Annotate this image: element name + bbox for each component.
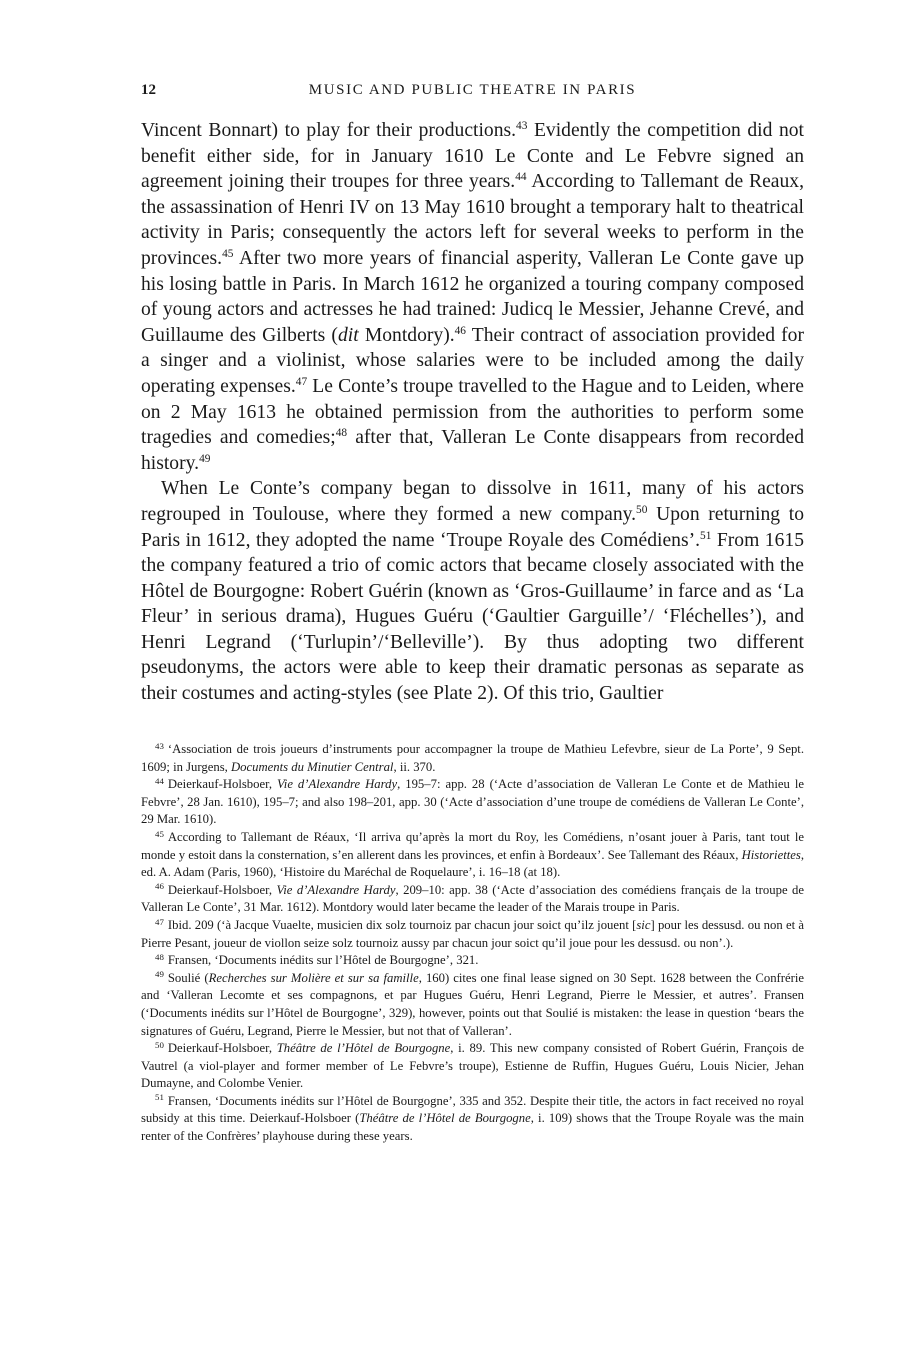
text-run: , i. 89. This new company consisted of Robert Guérin, François de Vautrel (a viol-player and former member of Le Febvre’s troupe), Estienne de Ruffin, Hugues Guéru, Louis Nicier, Jehan Dumayne, and Colombe Venier. — [141, 1041, 805, 1091]
page-number: 12 — [141, 82, 156, 98]
footnote — [141, 1093, 804, 1146]
text-run: Ibid. 209 (‘à Jacque Vuaelte, musicien dix solz tournoiz par chacun jour soict qu’ilz jouent [ — [167, 917, 637, 932]
text-run: Soulié ( — [167, 970, 209, 985]
text-run: , 160) cites one final lease signed on 30 Sept. 1628 between the Confrérie and ‘Valleran Lecomte et ses compagnons, et par Hugues Guéru, Henri Legrand, Pierre le Messier, et autres’. Fransen (‘Documents inédits sur l’Hôtel de Bourgogne’, 329), however, points out that Soulié is mistaken: the lease in question ‘bears the signatures of Guéru, Legrand, Pierre le Messier, but not that of Valleran’. — [141, 970, 804, 1038]
text-run: , 209–10: app. 38 (‘Acte d’association des comédiens français de la troupe de Valleran Le Conte’, 31 Mar. 1612). Montdory would later became the leader of the Marais troupe in Paris. — [141, 882, 804, 915]
text-run: Evidently the competition did not benefit either side, for in January 1610 Le Conte and Le Febvre signed an agreement joining their troupes for three years. — [141, 120, 804, 193]
text-run: Deierkauf-Holsboer, — [167, 882, 277, 897]
footnote — [141, 970, 804, 1040]
running-title: MUSIC AND PUBLIC THEATRE IN PARIS — [308, 82, 637, 98]
text-run: Le Conte’s troupe travelled to the Hague and to Leiden, where on 2 May 1613 he obtained permission from the authorities to perform some tragedies and comedies; — [141, 375, 804, 449]
footnote-number: 49 — [155, 969, 164, 980]
footnote — [141, 952, 804, 970]
text-run: From 1615 the company featured a trio of comic actors that became closely associated with the Hôtel de Bourgogne: Robert Guérin (known as ‘Gros-Guillaume’ in farce and as ‘La Fleur’ in serious drama), Hugues Guéru (‘Gaultier Garguille’/ ‘Fléchelles’), and Henri Legrand (‘Turlupin’/‘Belleville’). By thus adopting two different pseudonyms, the actors were able to keep their dramatic personas as separate as their costumes and acting-styles (see Plate 2). Of this trio, Gaultier — [141, 529, 804, 705]
text-run: Deierkauf-Holsboer, — [167, 1041, 277, 1056]
text-run: Deierkauf-Holsboer, — [167, 777, 277, 792]
footnote-number: 50 — [155, 1039, 164, 1050]
paragraph — [141, 476, 804, 706]
book-page — [141, 78, 805, 1144]
footnote-ref[interactable]: 51 — [700, 529, 712, 542]
text-run: ‘Association de trois joueurs d’instruments pour accompagner la troupe de Mathieu Lefevbre, sieur de La Porte’, 9 Sept. 1609; in Jurgens, — [141, 742, 804, 774]
text-run: Upon returning to Paris in 1612, they adopted the name ‘Troupe Royale des Comédiens’. — [141, 503, 804, 551]
footnote-number: 47 — [155, 916, 164, 927]
text-run: Montdory). — [358, 324, 455, 346]
footnotes — [141, 741, 804, 1146]
footnote-ref[interactable]: 46 — [454, 324, 466, 337]
text-run: , 195–7: app. 28 (‘Acte d’association de Valleran Le Conte et de Mathieu le Febvre’, 28 Jan. 1610), 195–7; and also 198–201, app. 30 (‘Acte d’association d’une troupe de comédiens de Valleran Le Conte’, 29 Mar. 1610). — [141, 777, 804, 827]
italic-text: Recherches sur Molière et sur sa famille — [208, 970, 419, 985]
footnote — [141, 829, 804, 882]
italic-text: Historiettes — [741, 847, 801, 862]
text-run: According to Tallemant de Réaux, ‘Il arriva qu’après la mort du Roy, les Comédiens, n’osant jouer à Paris, tant tout le monde y estoit dans la consternation, s’en allerent dans les provinces, et enfin à Bordeaux’. See Tallemant des Réaux, — [141, 829, 804, 862]
footnote-ref[interactable]: 50 — [636, 503, 648, 516]
italic-text: Vie d’Alexandre Hardy — [276, 882, 396, 897]
text-run: ] pour les dessusd. ou non et à Pierre Pesant, joueur de viollon seize solz tournoiz aussy par chacun jour soict qu’il joue pour les dessusd. ou non’.). — [141, 917, 804, 950]
footnote-number: 51 — [155, 1092, 164, 1103]
italic-text: Vie d’Alexandre Hardy — [276, 777, 398, 792]
footnote-ref[interactable]: 45 — [222, 247, 234, 260]
italic-text: Théâtre de l’Hôtel de Bourgogne — [359, 1111, 531, 1126]
footnote-ref[interactable]: 47 — [295, 375, 308, 388]
text-run: Fransen, ‘Documents inédits sur l’Hôtel de Bourgogne’, 335 and 352. Despite their title, the actors in fact received no royal subsidy at this time. Deierkauf-Holsboer ( — [141, 1093, 804, 1126]
footnote-number: 45 — [155, 828, 164, 839]
text-run: after that, Valleran Le Conte disappears from recorded history. — [141, 427, 805, 474]
footnote-number: 44 — [155, 775, 164, 786]
footnote — [141, 741, 804, 776]
text-run: , ii. 370. — [393, 759, 436, 774]
footnote-number: 43 — [155, 740, 164, 751]
footnote-number: 48 — [155, 951, 164, 962]
footnote-ref[interactable]: 44 — [515, 171, 527, 184]
footnote — [141, 1040, 804, 1093]
italic-text: dit — [337, 324, 359, 346]
text-run: Vincent Bonnart) to play for their productions. — [141, 120, 517, 141]
text-run: After two more years of financial asperity, Valleran Le Conte gave up his losing battle in Paris. In March 1612 he organized a touring company composed of young actors and actresses he had trained: Judicq le Messier, Jehanne Crevé, and Guillaume des Gilberts ( — [141, 247, 804, 346]
text-run: , i. 109) shows that the Troupe Royale was the main renter of the Confrères’ playhouse during these years. — [141, 1111, 805, 1144]
running-head — [141, 78, 804, 104]
footnote — [141, 776, 804, 829]
italic-text: sic — [636, 917, 651, 932]
italic-text: Théâtre de l’Hôtel de Bourgogne — [276, 1041, 451, 1056]
paragraph — [141, 118, 804, 476]
footnote — [141, 882, 804, 917]
text-run: According to Tallemant de Reaux, the assassination of Henri IV on 13 May 1610 brought a temporary halt to theatrical activity in Paris; consequently the actors left for several weeks to perform in the provinces. — [141, 171, 804, 269]
text-run: Fransen, ‘Documents inédits sur l’Hôtel de Bourgogne’, 321. — [167, 953, 479, 968]
footnote-number: 46 — [155, 881, 164, 892]
body-text — [141, 118, 804, 707]
footnote — [141, 917, 804, 952]
footnote-ref[interactable]: 43 — [516, 119, 528, 132]
footnote-ref[interactable]: 48 — [335, 427, 348, 440]
text-run: Their contract of association provided for a singer and a violinist, whose salaries were to be included among the daily operating expenses. — [141, 324, 804, 397]
footnote-ref[interactable]: 49 — [199, 452, 211, 465]
italic-text: Documents du Minutier Central — [231, 759, 394, 774]
text-run: , ed. A. Adam (Paris, 1960), ‘Histoire du Maréchal de Roquelaure’, i. 16–18 (at 18). — [141, 847, 804, 880]
text-run: When Le Conte’s company began to dissolve in 1611, many of his actors regrouped in Toulouse, where they formed a new company. — [141, 478, 804, 525]
